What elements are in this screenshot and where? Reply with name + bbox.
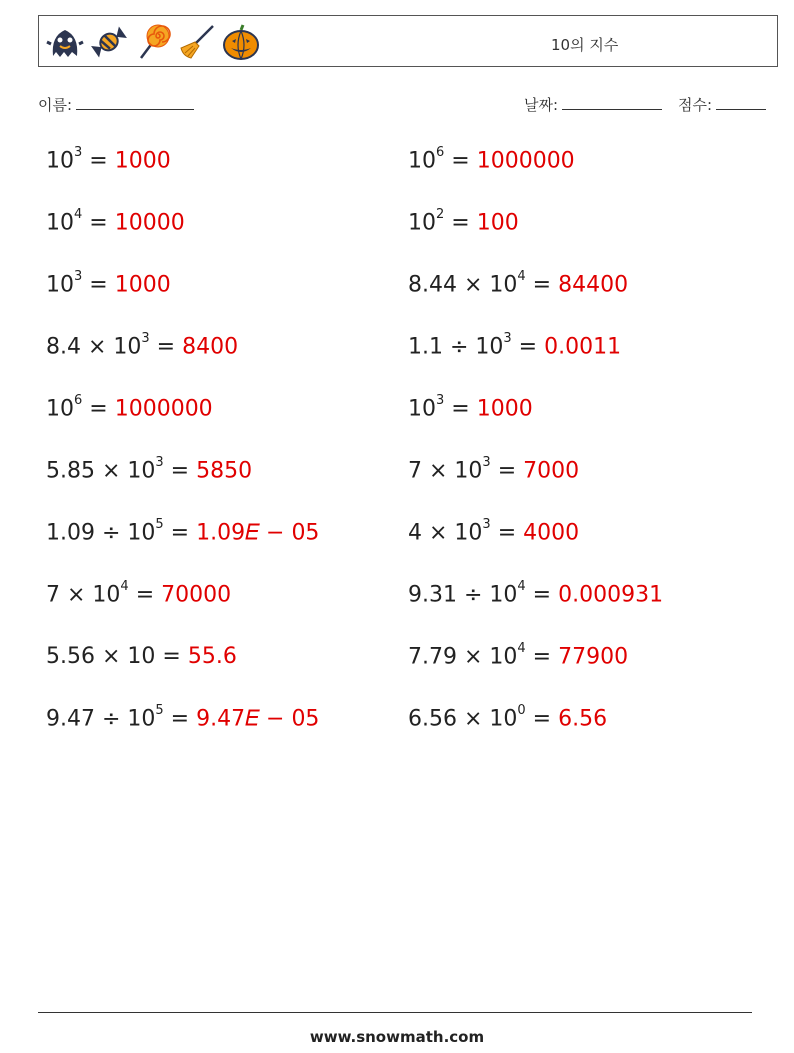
equals-sign: = xyxy=(163,520,197,546)
problem-answer: 1000 xyxy=(114,148,171,174)
ghost-icon xyxy=(45,22,85,62)
lollipop-icon xyxy=(133,22,173,62)
equals-sign: = xyxy=(490,520,524,546)
equals-sign: = xyxy=(163,706,197,732)
candy-icon xyxy=(89,22,129,62)
problem-item xyxy=(46,269,171,298)
problem-item xyxy=(46,455,253,484)
date-field xyxy=(524,94,662,115)
equals-sign: = xyxy=(444,396,477,422)
problem-expression: 1.1 ÷ 10 xyxy=(408,334,504,360)
equals-sign: = xyxy=(525,272,559,298)
problem-item xyxy=(408,331,622,360)
equals-sign: = xyxy=(82,396,115,422)
problem-exponent: 3 xyxy=(482,455,491,470)
problem-exponent: 4 xyxy=(517,269,526,284)
problem-expression: 9.47 ÷ 10 xyxy=(46,706,156,732)
problem-exponent: 6 xyxy=(74,393,83,408)
problem-item xyxy=(46,145,171,174)
problem-answer: 0.000931 xyxy=(558,582,664,608)
problem-exponent: 3 xyxy=(482,517,491,532)
equals-sign: = xyxy=(511,334,545,360)
equals-sign: = xyxy=(82,148,115,174)
problem-expression: 5.85 × 10 xyxy=(46,458,156,484)
problem-exponent: 3 xyxy=(436,393,445,408)
problem-item xyxy=(408,703,608,732)
name-blank[interactable] xyxy=(76,95,194,110)
problem-answer: 55.6 xyxy=(187,644,237,669)
problem-item xyxy=(46,393,213,422)
date-label: 날짜: xyxy=(524,96,559,114)
problem-item xyxy=(408,207,519,236)
problem-expression: 6.56 × 10 xyxy=(408,706,518,732)
problem-answer: 77900 xyxy=(558,644,629,670)
problem-exponent: 2 xyxy=(436,207,445,222)
problem-item xyxy=(46,703,320,732)
problem-item xyxy=(408,145,575,174)
worksheet-title: 10의 지수 xyxy=(551,36,619,54)
problem-item xyxy=(46,579,232,608)
problem-answer: 0.0011 xyxy=(544,334,622,360)
date-blank[interactable] xyxy=(562,95,662,110)
problem-expression: 5.56 × 10 xyxy=(46,644,156,669)
score-blank[interactable] xyxy=(716,95,766,110)
problem-item xyxy=(408,269,629,298)
problem-expression: 10 xyxy=(46,396,74,422)
problem-answer: 6.56 xyxy=(558,706,608,732)
equals-sign: = xyxy=(490,458,524,484)
problem-expression: 10 xyxy=(46,272,74,298)
problem-item xyxy=(46,644,237,669)
problem-answer: 8400 xyxy=(182,334,239,360)
problem-exponent: 3 xyxy=(503,331,512,346)
problem-answer: 84400 xyxy=(558,272,629,298)
equals-sign: = xyxy=(444,148,477,174)
problem-answer: 70000 xyxy=(161,582,232,608)
problem-item xyxy=(408,641,629,670)
problem-exponent: 4 xyxy=(120,579,129,594)
problem-item xyxy=(46,517,320,546)
pumpkin-icon xyxy=(221,22,261,62)
problem-expression: 4 × 10 xyxy=(408,520,483,546)
problem-answer: 1000000 xyxy=(114,396,213,422)
problem-item xyxy=(408,455,580,484)
footer-url: www.snowmath.com xyxy=(309,1028,485,1046)
equals-sign: = xyxy=(525,582,559,608)
problem-expression: 10 xyxy=(408,210,436,236)
problem-exponent: 5 xyxy=(155,703,164,718)
problem-expression: 9.31 ÷ 10 xyxy=(408,582,518,608)
problem-item xyxy=(46,331,239,360)
problem-exponent: 4 xyxy=(74,207,83,222)
problem-exponent: 6 xyxy=(436,145,445,160)
problem-item xyxy=(408,517,580,546)
equals-sign: = xyxy=(155,644,188,669)
equals-sign: = xyxy=(525,706,559,732)
problem-exponent: 4 xyxy=(517,579,526,594)
score-field xyxy=(678,94,766,115)
problem-exponent: 4 xyxy=(517,641,526,656)
equals-sign: = xyxy=(525,644,559,670)
problem-expression: 1.09 ÷ 10 xyxy=(46,520,156,546)
problem-item xyxy=(408,579,664,608)
problem-expression: 8.4 × 10 xyxy=(46,334,142,360)
problem-answer: 7000 xyxy=(523,458,580,484)
broom-icon xyxy=(177,22,217,62)
score-label: 점수: xyxy=(678,96,713,114)
problem-answer: 4000 xyxy=(523,520,580,546)
problem-exponent: 5 xyxy=(155,517,164,532)
equals-sign: = xyxy=(163,458,197,484)
problem-answer: 100 xyxy=(476,210,519,236)
problem-answer: 9.47𝐸 − 05 xyxy=(196,706,320,732)
problem-exponent: 3 xyxy=(74,145,83,160)
problem-answer: 5850 xyxy=(196,458,253,484)
footer-divider xyxy=(38,1012,752,1013)
problem-exponent: 0 xyxy=(517,703,526,718)
problem-item xyxy=(46,207,185,236)
name-label: 이름: xyxy=(38,96,73,114)
equals-sign: = xyxy=(149,334,183,360)
problem-exponent: 3 xyxy=(141,331,150,346)
equals-sign: = xyxy=(444,210,477,236)
problem-expression: 8.44 × 10 xyxy=(408,272,518,298)
problem-answer: 1000000 xyxy=(476,148,575,174)
header-box xyxy=(38,15,778,67)
problem-answer: 1.09𝐸 − 05 xyxy=(196,520,320,546)
name-field xyxy=(38,94,194,115)
problem-expression: 10 xyxy=(46,210,74,236)
equals-sign: = xyxy=(128,582,162,608)
problem-expression: 7.79 × 10 xyxy=(408,644,518,670)
problem-answer: 10000 xyxy=(114,210,185,236)
problem-expression: 10 xyxy=(408,396,436,422)
equals-sign: = xyxy=(82,272,115,298)
problem-expression: 7 × 10 xyxy=(408,458,483,484)
problem-expression: 7 × 10 xyxy=(46,582,121,608)
problem-expression: 10 xyxy=(408,148,436,174)
problem-answer: 1000 xyxy=(114,272,171,298)
problem-item xyxy=(408,393,533,422)
header-icons xyxy=(45,20,261,64)
problem-answer: 1000 xyxy=(476,396,533,422)
problem-expression: 10 xyxy=(46,148,74,174)
equals-sign: = xyxy=(82,210,115,236)
problem-exponent: 3 xyxy=(74,269,83,284)
problem-exponent: 3 xyxy=(155,455,164,470)
